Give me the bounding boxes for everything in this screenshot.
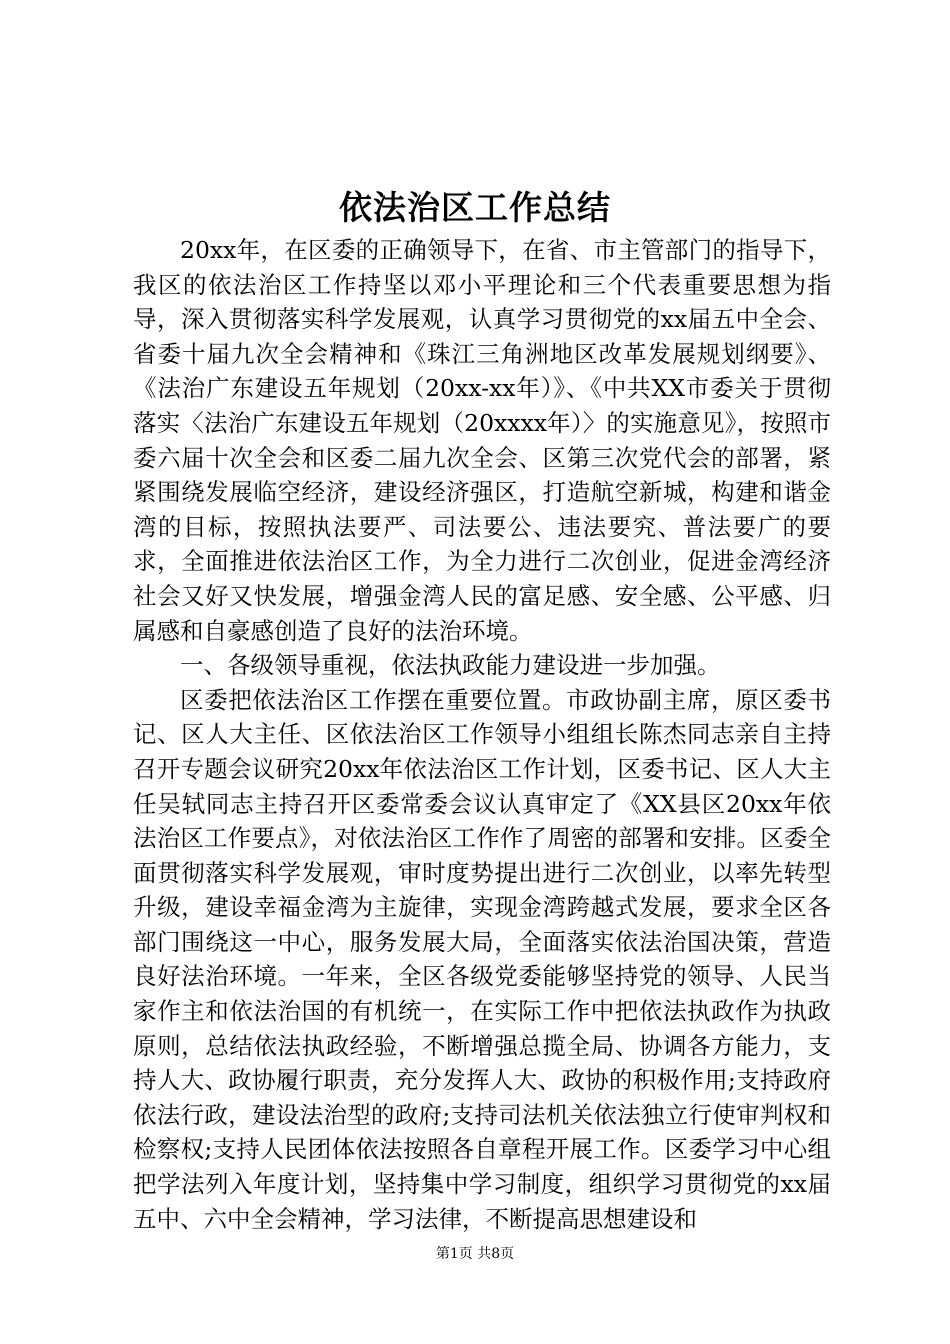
section-heading-1: 一、各级领导重视，依法执政能力建设进一步加强。: [180, 651, 721, 680]
paragraph-section-1: 区委把依法治区工作摆在重要位置。市政协副主席，原区委书记、区人大主任、区依法治区工作领导小组组长陈杰同志亲自主持召开专题会议研究20xx年依法治区工作计划，区委书记、区人大主任吴轼同志主持召开区委常委会议认真审定了《XX县区20xx年依法治区工作要点》，对依法治区工作作了周密的部署和安排。区委全面贯彻落实科学发展观，审时度势提出进行二次创业，以率先转型升级，建设幸福金湾为主旋律，实现金湾跨越式发展，要求全区各部门围绕这一中心，服务发展大局，全面落实依法治国决策，营造良好法治环境。一年来，全区各级党委能够坚持党的领导、人民当家作主和依法治国的有机统一，在实际工作中把依法执政作为执政原则，总结依法执政经验，不断增强总揽全局、协调各方能力，支持人大、政协履行职责，充分发挥人大、政协的积极作用;支持政府依法行政，建设法治型的政府;支持司法机关依法独立行使审判权和检察权;支持人民团体依法按照各自章程开展工作。区委学习中心组把学法列入年度计划，坚持集中学习制度，组织学习贯彻党的xx届五中、六中全会精神，学习法律，不断提高思想建设和: [133, 685, 831, 1233]
document-body: [133, 233, 831, 1236]
page-number-footer: 第1页 共8页: [435, 1246, 515, 1262]
paragraph-intro: 20xx年，在区委的正确领导下，在省、市主管部门的指导下，我区的依法治区工作持坚以邓小平理论和三个代表重要思想为指导，深入贯彻落实科学发展观，认真学习贯彻党的xx届五中全会、省委十届九次全会精神和《珠江三角洲地区改革发展规划纲要》、《法治广东建设五年规划（20xx-xx年）》、《中共XX市委关于贯彻落实〈法治广东建设五年规划（20xxxx年）〉的实施意见》，按照市委六届十次全会和区委二届九次全会、区第三次党代会的部署，紧紧围绕发展临空经济，建设经济强区，打造航空新城，构建和谐金湾的目标，按照执法要严、司法要公、违法要究、普法要广的要求，全面推进依法治区工作，为全力进行二次创业，促进金湾经济社会又好又快发展，增强金湾人民的富足感、安全感、公平感、归属感和自豪感创造了良好的法治环境。: [133, 236, 831, 645]
document-title: 依法治区工作总结: [339, 188, 611, 227]
